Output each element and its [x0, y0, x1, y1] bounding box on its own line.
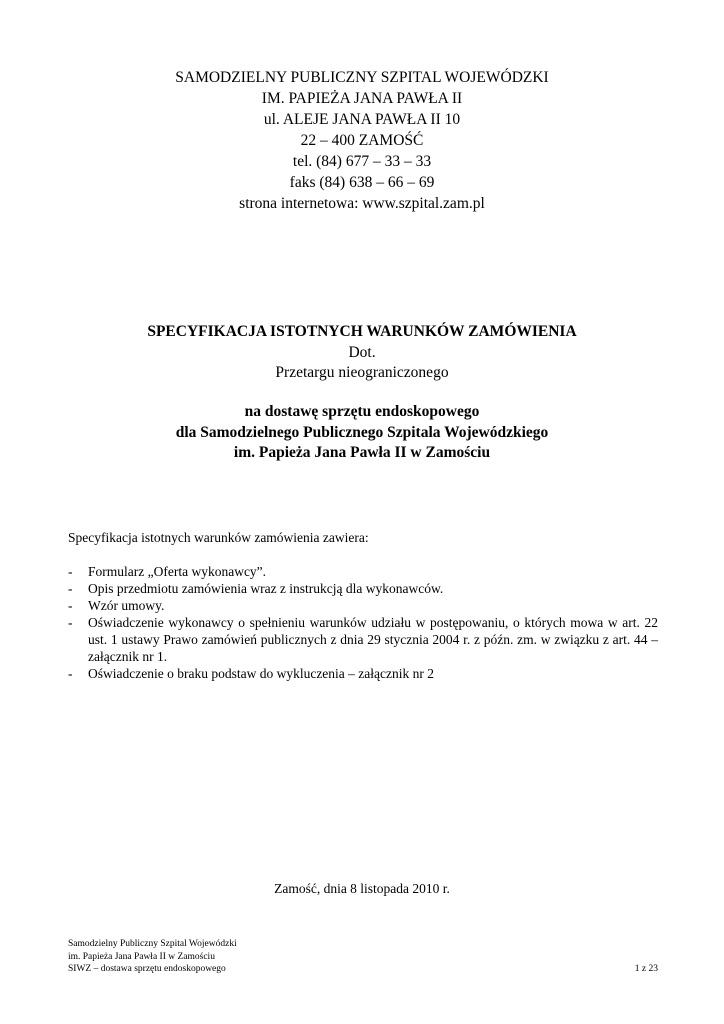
page-footer: [68, 938, 658, 976]
title-dot: Dot.: [348, 343, 376, 361]
list-item: [68, 665, 658, 682]
list-bullet: -: [68, 564, 73, 579]
list-item-text: Formularz „Oferta wykonawcy”.: [88, 564, 267, 579]
document-title: SPECYFIKACJA ISTOTNYCH WARUNKÓW ZAMÓWIENIA: [147, 323, 577, 340]
subject-line-2: dla Samodzielnego Publicznego Szpitala Wojewódzkiego: [175, 423, 549, 441]
list-bullet: -: [68, 666, 73, 681]
subject-line-1: na dostawę sprzętu endoskopowego: [244, 403, 480, 420]
contents-intro: Specyfikacja istotnych warunków zamówienia zawiera:: [68, 530, 369, 545]
footer-line-1: Samodzielny Publiczny Szpital Wojewódzki: [68, 939, 237, 949]
procedure-type: Przetargu nieograniczonego: [275, 364, 449, 381]
header-line-street: ul. ALEJE JANA PAWŁA II 10: [263, 111, 461, 128]
list-item-text: Oświadczenie wykonawcy o spełnieniu warunków udziału w postępowaniu, o których mowa w art. 22 ust. 1 ustawy Prawo zamówień publicznych z dnia 29 stycznia 2004 r. z późn. zm. w związku z art. 44 – załącznik nr 1.: [88, 615, 658, 664]
header-line-patron: IM. PAPIEŻA JANA PAWŁA II: [261, 90, 463, 107]
subject-line-3: im. Papieża Jana Pawła II w Zamościu: [233, 444, 491, 461]
list-bullet: -: [68, 598, 73, 613]
footer-line-2: im. Papieża Jana Pawła II w Zamościu: [68, 951, 215, 962]
header-line-website: strona internetowa: www.szpital.zam.pl: [239, 195, 485, 212]
footer-line-3: SIWZ – dostawa sprzętu endoskopowego: [68, 964, 226, 974]
list-item-text: Wzór umowy.: [88, 598, 165, 613]
list-item: [68, 614, 658, 665]
header-line-fax: faks (84) 638 – 66 – 69: [289, 174, 435, 191]
header-line-city: 22 – 400 ZAMOŚĆ: [300, 132, 424, 149]
contents-list: [68, 563, 658, 682]
list-bullet: -: [68, 615, 73, 630]
list-item: [68, 563, 658, 580]
document-title-block: [0, 322, 724, 384]
hospital-header: [0, 67, 724, 214]
order-subject: [0, 402, 724, 464]
list-bullet: -: [68, 581, 73, 596]
header-line-name: SAMODZIELNY PUBLICZNY SZPITAL WOJEWÓDZKI: [175, 69, 549, 86]
place-and-date: Zamość, dnia 8 listopada 2010 r.: [274, 881, 450, 896]
page-number: 1 z 23: [634, 964, 658, 974]
list-item: [68, 580, 658, 597]
list-item-text: Opis przedmiotu zamówienia wraz z instrukcją dla wykonawców.: [88, 581, 444, 596]
contents-section: [68, 529, 658, 682]
list-item: [68, 597, 658, 614]
header-line-phone: tel. (84) 677 – 33 – 33: [292, 153, 432, 170]
list-item-text: Oświadczenie o braku podstaw do wykluczenia – załącznik nr 2: [88, 666, 434, 681]
